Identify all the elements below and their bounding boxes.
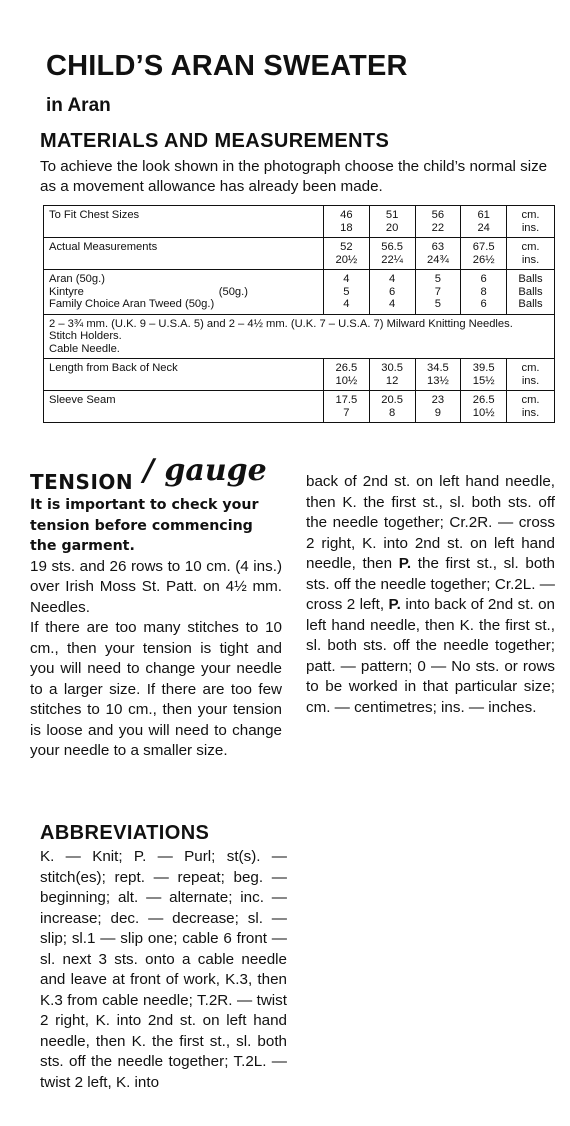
row-label: Sleeve Seam xyxy=(44,391,324,423)
abbreviations-body: K. — Knit; P. — Purl; st(s). — stitch(es); rept. — repeat; beg. — beginning; alt. — alternate; inc. — increase; dec. — decrease; sl. — slip; sl.1 — slip one; cable 6 front — sl. next 3 sts. onto a cable needle and leave at front of work, K.3, then K.3 from cable needle; T.2R. — twist 2 right, K. into 2nd st. on left hand needle, then K. the first st., sl. both sts. off the needle together; T.2L. — twist 2 left, K. into xyxy=(40,848,287,1091)
row-label: To Fit Chest Sizes xyxy=(44,206,324,238)
yarn-labels: Aran (50g.) Kintyre (50g.) Family Choice Aran Tweed (50g.) xyxy=(44,270,324,315)
tension-warning: It is important to check your tension before commencing the garment. xyxy=(30,497,259,554)
row-label: Length from Back of Neck xyxy=(44,359,324,391)
table-row: Length from Back of Neck 26.5 10½ 30.5 12 34.5 13½ 39.5 15½ cm. ins. xyxy=(44,359,555,391)
table-row: Aran (50g.) Kintyre (50g.) Family Choice Aran Tweed (50g.) 4 5 4 4 6 4 5 7 5 6 8 6 Balls Balls Balls xyxy=(44,270,555,315)
table-row: Sleeve Seam 17.5 7 20.5 8 23 9 26.5 10½ cm. ins. xyxy=(44,391,555,423)
tension-heading: TENSION xyxy=(30,470,134,494)
abbreviations-heading: ABBREVIATIONS xyxy=(40,822,210,844)
tension-spec: 19 sts. and 26 rows to 10 cm. (4 ins.) over Irish Moss St. Patt. on 4½ mm. Needles. xyxy=(30,557,282,616)
tension-body xyxy=(30,495,282,762)
materials-heading: MATERIALS AND MEASUREMENTS xyxy=(40,130,390,152)
handwritten-gauge-note: / gauge xyxy=(143,453,267,488)
page-subtitle: in Aran xyxy=(46,95,111,116)
row-label: Actual Measurements xyxy=(44,238,324,270)
abbreviations-continued: back of 2nd st. on left hand needle, then K. the first st., sl. both sts. off the needle together; Cr.2R. — cross 2 right, K. into 2nd st. on left hand needle, then P. the first st., sl. both sts. off the needle together; Cr.2L. — cross 2 left, P. into back of 2nd st. on left hand needle, then K. the first st., sl. both sts. off the needle together; patt. — pattern; 0 — No sts. or rows to be worked in that particular size; cm. — centimetres; ins. — inches. xyxy=(306,473,555,716)
page-title: CHILD’S ARAN SWEATER xyxy=(46,50,408,82)
measurements-table xyxy=(43,205,555,423)
needles-cell: 2 – 3¾ mm. (U.K. 9 – U.S.A. 5) and 2 – 4½ mm. (U.K. 7 – U.S.A. 7) Milward Knitting Needles. Stitch Holders. Cable Needle. xyxy=(44,314,555,359)
table-row: Actual Measurements 52 20½ 56.5 22¼ 63 24¾ 67.5 26½ cm. ins. xyxy=(44,238,555,270)
table-row: To Fit Chest Sizes 46 18 51 20 56 22 61 24 cm. ins. xyxy=(44,206,555,238)
tension-advice: If there are too many stitches to 10 cm., then your tension is tight and you will need to change your needle to a larger size. If there are too few stitches to 10 cm., then your tension is loose and you will need to change your needle to a smaller size. xyxy=(30,619,282,759)
materials-intro: To achieve the look shown in the photograph choose the child’s normal size as a movement allowance has already been made. xyxy=(40,158,548,195)
table-row xyxy=(44,314,555,359)
